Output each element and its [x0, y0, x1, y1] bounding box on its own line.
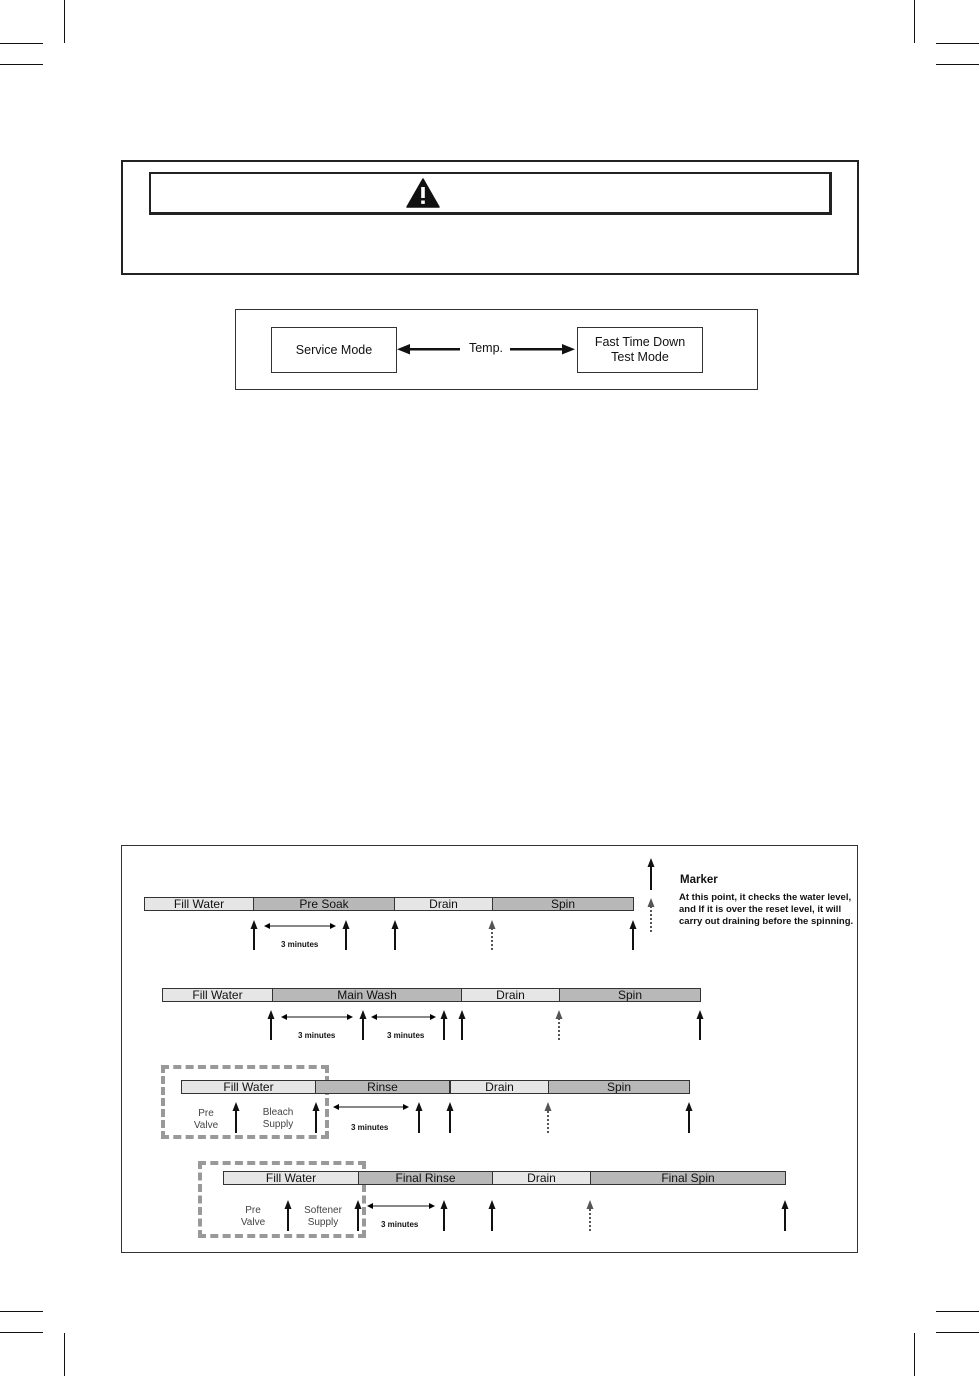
duration-arrow: [367, 1203, 435, 1209]
segment-fill-water: Fill Water: [181, 1080, 316, 1094]
duration-label: 3 minutes: [381, 1220, 419, 1229]
segment-final-spin: Final Spin: [590, 1171, 786, 1185]
reset-check-marker: [556, 1010, 563, 1040]
legend-note: At this point, it checks the water level, and If it is over the reset level, it will carry out draining before the spinning.: [679, 892, 854, 927]
reset-check-marker: [545, 1102, 552, 1133]
segment-fill-water: Fill Water: [162, 988, 273, 1002]
segment-drain: Drain: [461, 988, 560, 1002]
marker-arrow: [360, 1010, 367, 1040]
duration-label: 3 minutes: [281, 940, 319, 949]
segment-spin: Spin: [492, 897, 634, 911]
marker-arrow: [782, 1200, 789, 1231]
segment-fill-water: Fill Water: [144, 897, 254, 911]
fast-time-down-label: Fast Time Down: [594, 335, 686, 349]
duration-label: 3 minutes: [351, 1123, 389, 1132]
reset-check-marker: [489, 920, 496, 950]
segment-drain: Drain: [394, 897, 493, 911]
duration-arrow: [371, 1014, 436, 1020]
marker-arrow: [355, 1200, 362, 1231]
service-mode-label: Service Mode: [295, 342, 373, 357]
marker-arrow: [268, 1010, 275, 1040]
marker-arrow: [441, 1010, 448, 1040]
marker-arrow: [489, 1200, 496, 1231]
softener-supply-label: Softener Supply: [304, 1205, 342, 1228]
pre-valve-label: Pre Valve: [193, 1108, 219, 1131]
marker-arrow: [459, 1010, 466, 1040]
segment-pre-soak: Pre Soak: [253, 897, 395, 911]
bleach-supply-label: Bleach Supply: [262, 1107, 294, 1130]
marker-arrow: [441, 1200, 448, 1231]
segment-drain: Drain: [492, 1171, 591, 1185]
legend-reset-marker: [648, 898, 655, 932]
segment-rinse: Rinse: [315, 1080, 450, 1094]
duration-label: 3 minutes: [387, 1031, 425, 1040]
legend-title: Marker: [680, 874, 718, 886]
marker-arrow: [343, 920, 350, 950]
segment-drain: Drain: [450, 1080, 549, 1094]
duration-arrow: [281, 1014, 353, 1020]
reset-check-marker: [587, 1200, 594, 1231]
marker-arrow: [686, 1102, 693, 1133]
marker-arrow: [251, 920, 258, 950]
duration-arrow: [333, 1104, 409, 1110]
segment-fill-water: Fill Water: [223, 1171, 359, 1185]
marker-arrow: [233, 1102, 240, 1133]
segment-spin: Spin: [548, 1080, 690, 1094]
pre-valve-label: Pre Valve: [240, 1205, 266, 1228]
legend-marker-arrow: [648, 858, 655, 890]
segment-final-rinse: Final Rinse: [358, 1171, 493, 1185]
segment-spin: Spin: [559, 988, 701, 1002]
marker-arrow: [392, 920, 399, 950]
segment-main-wash: Main Wash: [272, 988, 462, 1002]
test-mode-label: Test Mode: [611, 350, 669, 364]
marker-arrow: [630, 920, 637, 950]
marker-arrow: [697, 1010, 704, 1040]
marker-arrow: [313, 1102, 320, 1133]
marker-arrow: [285, 1200, 292, 1231]
temp-label: Temp.: [468, 341, 504, 355]
duration-label: 3 minutes: [298, 1031, 336, 1040]
marker-arrow: [416, 1102, 423, 1133]
duration-arrow: [264, 923, 336, 929]
marker-arrow: [447, 1102, 454, 1133]
